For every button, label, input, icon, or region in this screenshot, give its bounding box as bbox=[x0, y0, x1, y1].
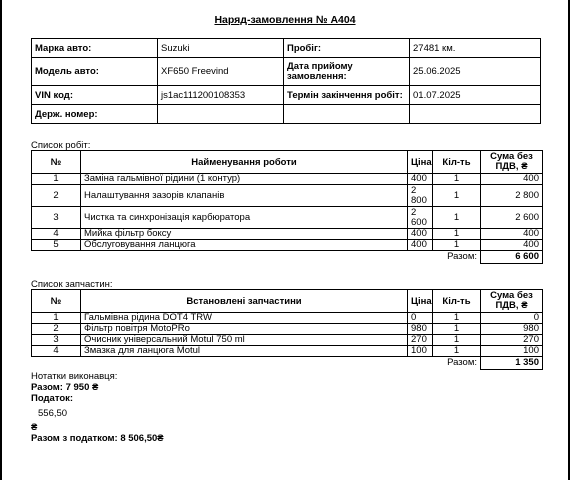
subtotal: Разом: 7 950 ₴ bbox=[31, 382, 99, 393]
page-title: Наряд-замовлення № А404 bbox=[214, 14, 356, 26]
work-row-num: 3 bbox=[32, 207, 81, 229]
notes-label: Нотатки виконавця: bbox=[31, 371, 118, 382]
work-row-num: 2 bbox=[32, 185, 81, 207]
col-part-name: Встановлені запчастини bbox=[81, 290, 408, 313]
parts-total-label: Разом: bbox=[447, 357, 477, 369]
col-num: № bbox=[32, 151, 81, 174]
work-row-name: Чистка та синхронізація карбюратора bbox=[81, 207, 408, 229]
work-row-price: 2 800 bbox=[408, 185, 433, 207]
part-row-name: Змазка для ланцюга Motul bbox=[81, 346, 408, 357]
part-row-num: 1 bbox=[32, 313, 81, 324]
work-row-sum: 400 bbox=[481, 174, 543, 185]
work-row-price: 2 600 bbox=[408, 207, 433, 229]
work-row-num: 5 bbox=[32, 240, 81, 251]
grand-total: Разом з податком: 8 506,50₴ bbox=[31, 433, 164, 444]
work-row-price: 400 bbox=[408, 229, 433, 240]
part-row-num: 4 bbox=[32, 346, 81, 357]
accept-date-label: Дата прийому замовлення: bbox=[284, 58, 410, 86]
part-row-num: 3 bbox=[32, 335, 81, 346]
mileage-label: Пробіг: bbox=[284, 39, 410, 58]
works-table bbox=[31, 150, 543, 264]
vin-value: js1ac111200108353 bbox=[158, 86, 284, 105]
vehicle-info-table bbox=[31, 38, 541, 124]
part-row-num: 2 bbox=[32, 324, 81, 335]
part-row-price: 980 bbox=[408, 324, 433, 335]
plate-label: Держ. номер: bbox=[32, 105, 158, 124]
col-price: Ціна bbox=[408, 290, 433, 313]
part-row-qty: 1 bbox=[433, 346, 481, 357]
spacer bbox=[32, 357, 433, 370]
work-row-price: 400 bbox=[408, 174, 433, 185]
part-row-sum: 270 bbox=[481, 335, 543, 346]
make-value: Suzuki bbox=[158, 39, 284, 58]
col-num: № bbox=[32, 290, 81, 313]
work-row-qty: 1 bbox=[433, 174, 481, 185]
part-row-sum: 0 bbox=[481, 313, 543, 324]
parts-total-value: 1 350 bbox=[481, 357, 543, 370]
parts-table bbox=[31, 289, 543, 370]
part-row-qty: 1 bbox=[433, 324, 481, 335]
work-row-qty: 1 bbox=[433, 240, 481, 251]
work-row-qty: 1 bbox=[433, 229, 481, 240]
works-total-value: 6 600 bbox=[481, 251, 543, 264]
col-sum: Сума без ПДВ, ₴ bbox=[481, 290, 543, 313]
make-label: Марка авто: bbox=[32, 39, 158, 58]
col-qty: Кіл-ть bbox=[433, 151, 481, 174]
plate-value bbox=[158, 105, 284, 124]
part-row-price: 0 bbox=[408, 313, 433, 324]
part-row-qty: 1 bbox=[433, 335, 481, 346]
work-row-qty: 1 bbox=[433, 207, 481, 229]
model-label: Модель авто: bbox=[32, 58, 158, 86]
work-row-sum: 2 600 bbox=[481, 207, 543, 229]
work-row-name: Обслуговування ланцюга bbox=[81, 240, 408, 251]
work-row-num: 1 bbox=[32, 174, 81, 185]
part-row-name: Гальмівна рідина DOT4 TRW bbox=[81, 313, 408, 324]
col-sum: Сума без ПДВ, ₴ bbox=[481, 151, 543, 174]
end-date-value: 01.07.2025 bbox=[410, 86, 541, 105]
col-price: Ціна bbox=[408, 151, 433, 174]
empty-cell bbox=[410, 105, 541, 124]
work-row-num: 4 bbox=[32, 229, 81, 240]
part-row-sum: 980 bbox=[481, 324, 543, 335]
left-border bbox=[0, 0, 2, 480]
part-row-name: Фільтр повітря MotoPRo bbox=[81, 324, 408, 335]
work-row-name: Мийка фільтр боксу bbox=[81, 229, 408, 240]
accept-date-value: 25.06.2025 bbox=[410, 58, 541, 86]
col-work-name: Найменування роботи bbox=[81, 151, 408, 174]
end-date-label: Термін закінчення робіт: bbox=[284, 86, 410, 105]
works-heading: Список робіт: bbox=[31, 140, 91, 151]
part-row-sum: 100 bbox=[481, 346, 543, 357]
parts-heading: Список запчастин: bbox=[31, 279, 113, 290]
part-row-qty: 1 bbox=[433, 313, 481, 324]
tax-value: 556,50 bbox=[38, 408, 68, 419]
work-row-sum: 2 800 bbox=[481, 185, 543, 207]
work-row-name: Заміна гальмівної рідини (1 контур) bbox=[81, 174, 408, 185]
empty-cell bbox=[284, 105, 410, 124]
col-qty: Кіл-ть bbox=[433, 290, 481, 313]
spacer bbox=[32, 251, 433, 264]
work-row-qty: 1 bbox=[433, 185, 481, 207]
part-row-price: 100 bbox=[408, 346, 433, 357]
part-row-name: Очисник універсальний Motul 750 ml bbox=[81, 335, 408, 346]
tax-label: Податок: bbox=[31, 393, 74, 404]
vin-label: VIN код: bbox=[32, 86, 158, 105]
currency-sign: ₴ bbox=[31, 422, 38, 433]
mileage-value: 27481 км. bbox=[410, 39, 541, 58]
model-value: XF650 Freevind bbox=[158, 58, 284, 86]
work-row-sum: 400 bbox=[481, 240, 543, 251]
part-row-price: 270 bbox=[408, 335, 433, 346]
work-row-price: 400 bbox=[408, 240, 433, 251]
work-row-sum: 400 bbox=[481, 229, 543, 240]
work-row-name: Налаштування зазорів клапанів bbox=[81, 185, 408, 207]
works-total-label: Разом: bbox=[447, 251, 477, 263]
